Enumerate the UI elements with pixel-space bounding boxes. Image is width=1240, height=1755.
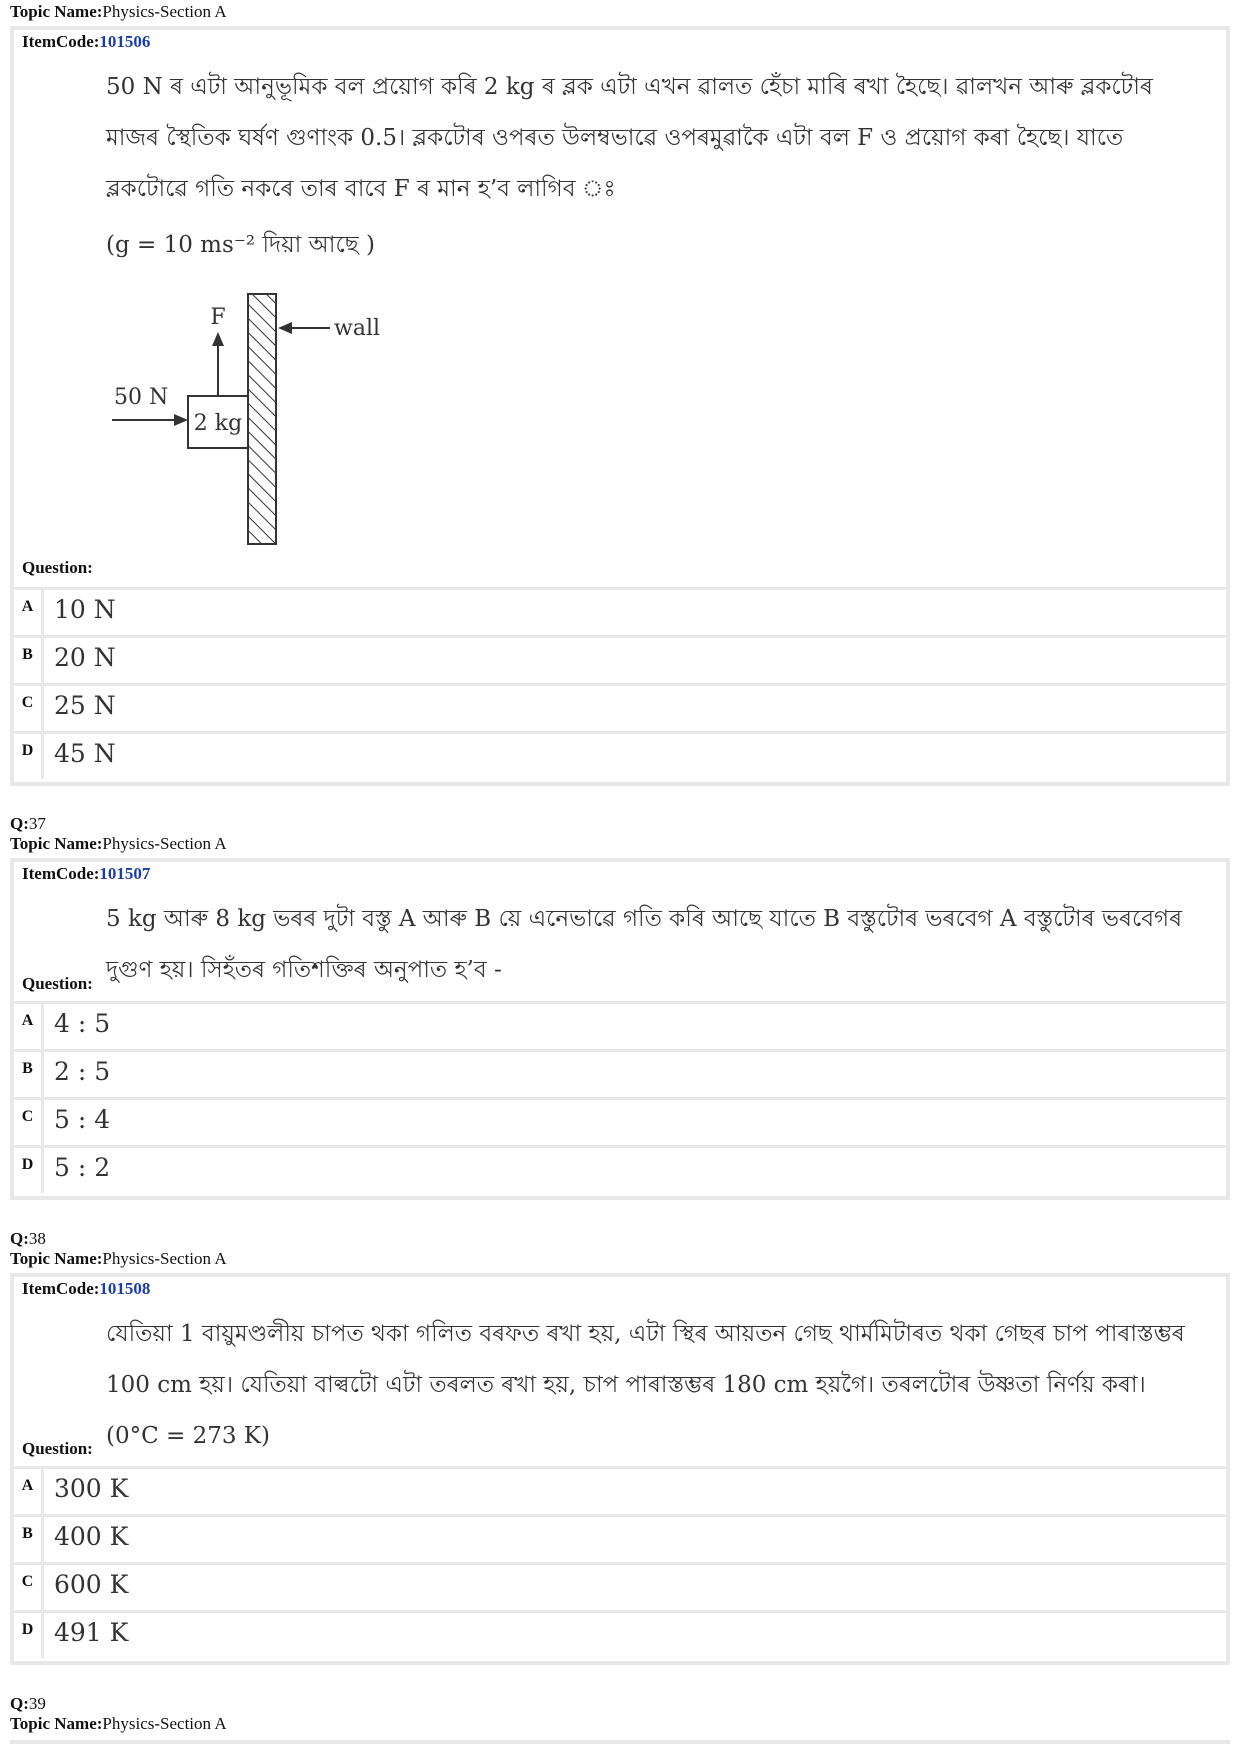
push-label: 50 N bbox=[114, 385, 169, 410]
question-cell bbox=[14, 30, 1226, 590]
option-value: 25 N bbox=[54, 691, 116, 720]
option-value: 491 K bbox=[54, 1618, 129, 1647]
question-text-line: 5 kg আৰু 8 kg ভৰৰ দুটা বস্তু A আৰু B য়ে এনেভাৱে গতি কৰি আছে যাতে B বস্তুটোৰ ভৰবেগ A বস্তুটোৰ ভৰবেগৰ bbox=[106, 906, 1183, 932]
option-c[interactable] bbox=[14, 1565, 1226, 1613]
option-letter: D bbox=[14, 734, 44, 779]
question-text-line: 50 N ৰ এটা আনুভূমিক বল প্ৰয়োগ কৰি 2 kg ৰ ব্লক এটা এখন ৱালত হেঁচা মাৰি ৰখা হৈছে। ৱালখন আৰু ব্লকটোৰ bbox=[106, 74, 1153, 100]
option-value: 4 : 5 bbox=[54, 1009, 111, 1038]
question-number bbox=[10, 814, 46, 834]
q-label: Q: bbox=[10, 1694, 29, 1713]
option-c[interactable] bbox=[14, 1100, 1226, 1148]
question-label: Question: bbox=[22, 974, 93, 993]
option-letter: B bbox=[14, 638, 44, 683]
option-letter: A bbox=[14, 590, 44, 635]
topic-header bbox=[10, 2, 227, 22]
topic-value: Physics-Section A bbox=[102, 834, 227, 853]
option-a[interactable] bbox=[14, 1004, 1226, 1052]
question-block-101508 bbox=[10, 1273, 1230, 1665]
question-block-101506 bbox=[10, 26, 1230, 786]
question-text-line: ব্লকটোৱে গতি নকৰে তাৰ বাবে F ৰ মান হ’ব লাগিব ঃ bbox=[106, 176, 616, 202]
question-label: Question: bbox=[22, 558, 93, 577]
topic-value: Physics-Section A bbox=[102, 1249, 227, 1268]
question-label: Question: bbox=[22, 1439, 93, 1458]
topic-label: Topic Name: bbox=[10, 2, 103, 21]
question-text-line: দুগুণ হয়। সিহঁতৰ গতিশক্তিৰ অনুপাত হ’ব - bbox=[106, 957, 502, 983]
option-value: 5 : 2 bbox=[54, 1153, 111, 1182]
option-c[interactable] bbox=[14, 686, 1226, 734]
option-a[interactable] bbox=[14, 590, 1226, 638]
wall-pointer-arrow bbox=[278, 322, 292, 334]
push-arrow bbox=[174, 414, 188, 426]
topic-header bbox=[10, 1714, 227, 1734]
option-b[interactable] bbox=[14, 638, 1226, 686]
wall-hatch bbox=[248, 294, 276, 544]
option-letter: A bbox=[14, 1469, 44, 1514]
item-code-value: 101508 bbox=[99, 1279, 151, 1298]
item-code bbox=[22, 1279, 150, 1299]
topic-header bbox=[10, 834, 227, 854]
q-number-value: 37 bbox=[28, 814, 46, 833]
item-code bbox=[22, 864, 150, 884]
question-text-line: 100 cm হয়। যেতিয়া বাল্বটো এটা তৰলত ৰখা হয়, চাপ পাৰাস্তম্ভৰ 180 cm হয়গৈ। তৰলটোৰ উষ্ণতা নিৰ্ণয় কৰা। bbox=[106, 1372, 1146, 1398]
question-block-101507 bbox=[10, 858, 1230, 1200]
wall-label: wall bbox=[334, 316, 381, 341]
question-cell bbox=[14, 862, 1226, 1004]
mass-label: 2 kg bbox=[193, 411, 243, 436]
option-d[interactable] bbox=[14, 734, 1226, 782]
question-number bbox=[10, 1229, 46, 1249]
force-label: F bbox=[210, 305, 226, 330]
option-letter: C bbox=[14, 1565, 44, 1610]
item-code-value: 101507 bbox=[99, 864, 151, 883]
option-value: 10 N bbox=[54, 595, 116, 624]
topic-value: Physics-Section A bbox=[102, 1714, 227, 1733]
question-cell bbox=[14, 1277, 1226, 1469]
option-value: 300 K bbox=[54, 1474, 129, 1503]
question-text-line: মাজৰ স্থৈতিক ঘৰ্ষণ গুণাংক 0.5। ব্লকটোৰ ওপৰত উলম্বভাৱে ওপৰমুৱাকৈ এটা বল F ও প্ৰয়োগ কৰা হৈছে। যাতে bbox=[106, 125, 1124, 151]
option-d[interactable] bbox=[14, 1613, 1226, 1661]
item-code-label: ItemCode: bbox=[22, 32, 100, 51]
item-code-label: ItemCode: bbox=[22, 864, 100, 883]
question-text-line: (g = 10 ms⁻² দিয়া আছে ) bbox=[106, 232, 375, 258]
topic-label: Topic Name: bbox=[10, 1714, 103, 1733]
option-letter: D bbox=[14, 1148, 44, 1193]
q-label: Q: bbox=[10, 814, 29, 833]
topic-label: Topic Name: bbox=[10, 1249, 103, 1268]
option-letter: D bbox=[14, 1613, 44, 1658]
question-number bbox=[10, 1694, 46, 1714]
question-text-line: যেতিয়া 1 বায়ুমণ্ডলীয় চাপত থকা গলিত বৰফত ৰখা হয়, এটা স্থিৰ আয়তন গেছ থাৰ্মমিটাৰত থকা গেছৰ চাপ পাৰাস্তম্ভৰ bbox=[106, 1321, 1185, 1347]
q-label: Q: bbox=[10, 1229, 29, 1248]
option-b[interactable] bbox=[14, 1517, 1226, 1565]
option-letter: B bbox=[14, 1052, 44, 1097]
option-d[interactable] bbox=[14, 1148, 1226, 1196]
option-value: 45 N bbox=[54, 739, 116, 768]
next-block-edge bbox=[10, 1740, 1230, 1744]
option-value: 20 N bbox=[54, 643, 116, 672]
q-number-value: 38 bbox=[28, 1229, 46, 1248]
item-code bbox=[22, 32, 150, 52]
item-code-value: 101506 bbox=[99, 32, 151, 51]
topic-label: Topic Name: bbox=[10, 834, 103, 853]
option-letter: C bbox=[14, 1100, 44, 1145]
option-value: 600 K bbox=[54, 1570, 129, 1599]
option-value: 400 K bbox=[54, 1522, 129, 1551]
option-letter: C bbox=[14, 686, 44, 731]
option-a[interactable] bbox=[14, 1469, 1226, 1517]
option-letter: A bbox=[14, 1004, 44, 1049]
item-code-label: ItemCode: bbox=[22, 1279, 100, 1298]
option-b[interactable] bbox=[14, 1052, 1226, 1100]
option-value: 5 : 4 bbox=[54, 1105, 111, 1134]
block-wall-figure bbox=[104, 288, 434, 568]
topic-header bbox=[10, 1249, 227, 1269]
force-arrow-up bbox=[212, 332, 224, 346]
question-text-line: (0°C = 273 K) bbox=[106, 1423, 270, 1449]
q-number-value: 39 bbox=[28, 1694, 46, 1713]
topic-value: Physics-Section A bbox=[102, 2, 227, 21]
option-letter: B bbox=[14, 1517, 44, 1562]
option-value: 2 : 5 bbox=[54, 1057, 111, 1086]
